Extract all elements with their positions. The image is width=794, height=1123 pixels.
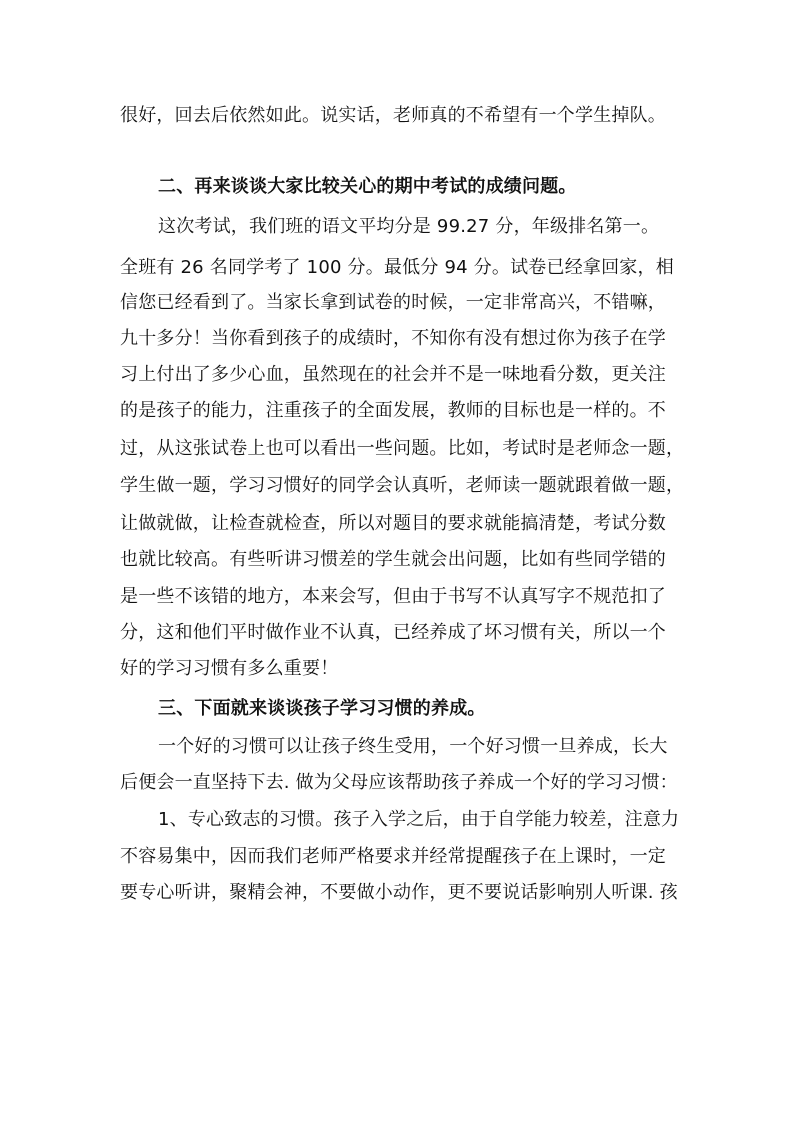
section-heading-3: 三、下面就来谈谈孩子学习习惯的养成。 [158, 698, 486, 719]
section-heading-2: 二、再来谈谈大家比较关心的期中考试的成绩问题。 [158, 176, 577, 197]
text-line-14: 分，这和他们平时做作业不认真，已经养成了坏习惯有关，所以一个 [120, 622, 666, 643]
text-line-9: 过，从这张试卷上也可以看出一些问题。比如，考试时是老师念一题， [120, 438, 685, 459]
text-line-15: 好的学习习惯有多么重要！ [120, 658, 339, 679]
text-line-10: 学生做一题，学习习惯好的同学会认真听，老师读一题就跟着做一题， [120, 475, 685, 496]
text-line-7: 习上付出了多少心血，虽然现在的社会并不是一味地看分数，更关注 [120, 364, 666, 385]
text-line-17: 一个好的习惯可以让孩子终生受用，一个好习惯一旦养成，长大 [158, 736, 668, 757]
text-line-6: 九十多分！当你看到孩子的成绩时，不知你有没有想过你为孩子在学 [120, 328, 666, 349]
text-line-5: 信您已经看到了。当家长拿到试卷的时候，一定非常高兴，不错嘛， [120, 292, 666, 313]
text-line-11: 让做就做，让检查就检查，所以对题目的要求就能搞清楚，考试分数 [120, 513, 666, 534]
text-line-13: 是一些不该错的地方，本来会写，但由于书写不认真写字不规范扣了 [120, 586, 666, 607]
text-line-3: 这次考试，我们班的语文平均分是 99.27 分，年级排名第一。 [158, 216, 660, 237]
text-line-19: 1、专心致志的习惯。孩子入学之后，由于自学能力较差，注意力 [158, 809, 680, 830]
text-line-4: 全班有 26 名同学考了 100 分。最低分 94 分。试卷已经拿回家，相 [120, 257, 674, 278]
text-line-12: 也就比较高。有些听讲习惯差的学生就会出问题，比如有些同学错的 [120, 549, 666, 570]
text-line-1: 很好，回去后依然如此。说实话，老师真的不希望有一个学生掉队。 [120, 105, 666, 126]
text-line-18: 后便会一直坚持下去. 做为父母应该帮助孩子养成一个好的学习习惯： [120, 772, 678, 793]
text-line-8: 的是孩子的能力，注重孩子的全面发展，教师的目标也是一样的。不 [120, 400, 666, 421]
text-line-21: 要专心听讲，聚精会神，不要做小动作，更不要说话影响别人听课. 孩 [120, 882, 678, 903]
text-line-20: 不容易集中，因而我们老师严格要求并经常提醒孩子在上课时，一定 [120, 846, 666, 867]
